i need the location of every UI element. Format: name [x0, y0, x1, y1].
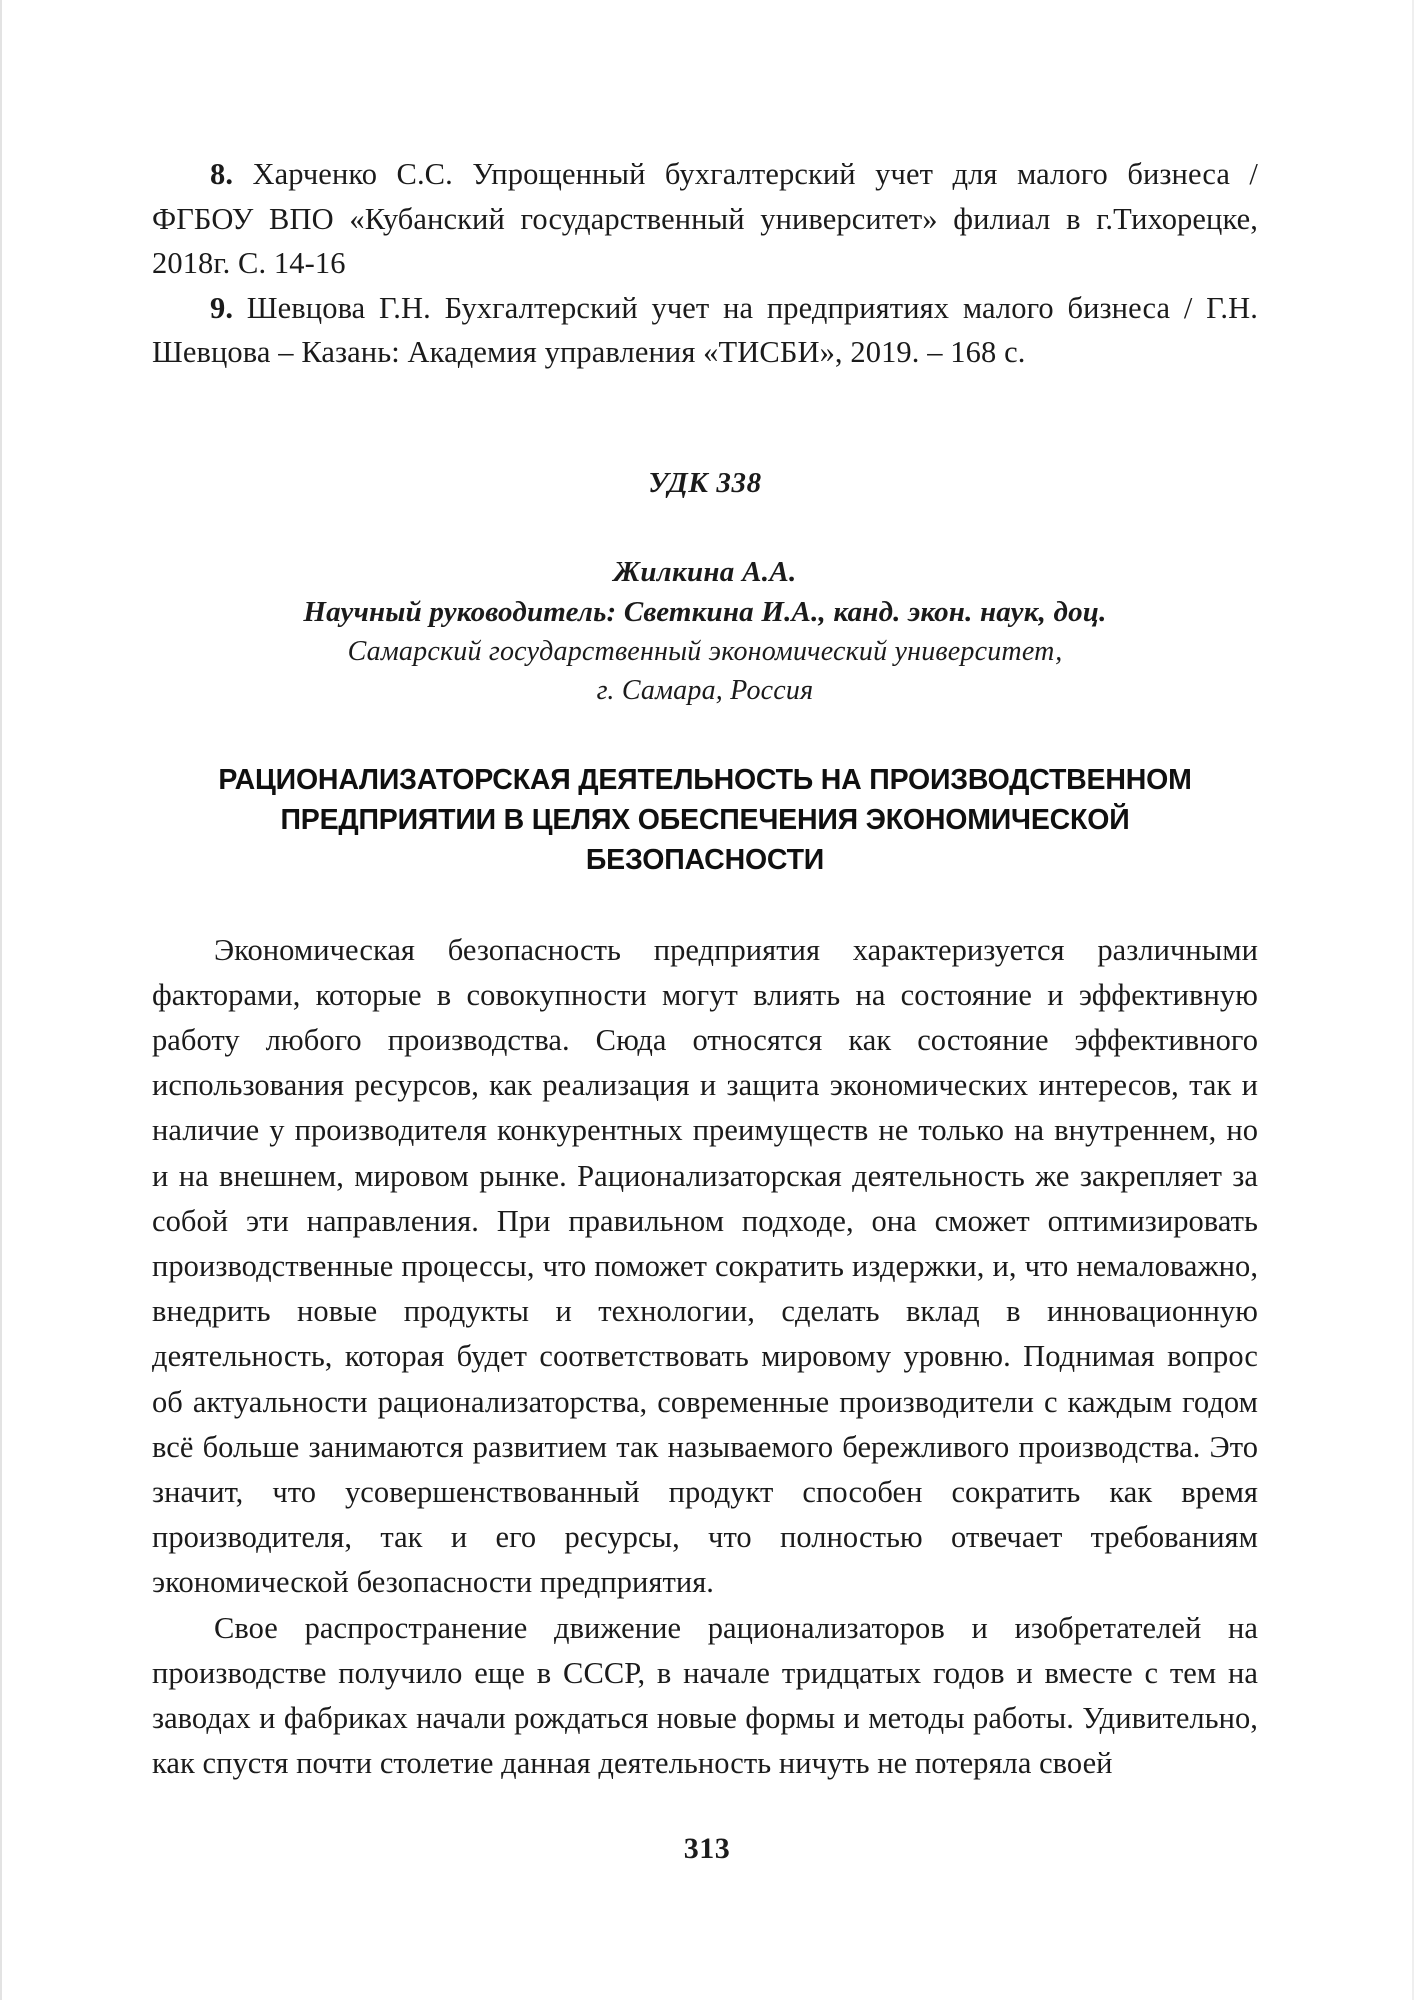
- author-name: Жилкина А.А.: [613, 555, 797, 588]
- page-content-column: [152, 0, 1258, 1786]
- reference-text: Харченко С.С. Упрощенный бухгалтерский учет для малого бизнеса / ФГБОУ ВПО «Кубанский государственный университет» филиал в г.Тихорецке, 2018г. С. 14-16: [152, 157, 1258, 280]
- reference-number: 9.: [210, 290, 234, 325]
- supervisor-line: Научный руководитель: Светкина И.А., канд. экон. наук, доц.: [303, 595, 1107, 628]
- body-paragraph-2: Свое распространение движение рационализаторов и изобретателей на производстве получило еще в СССР, в начале тридцатых годов и вместе с тем на заводах и фабриках начали рождаться новые формы и методы работы. Удивительно, как спустя почти столетие данная деятельность ничуть не потеряла своей: [152, 1610, 1258, 1781]
- reference-text: Шевцова Г.Н. Бухгалтерский учет на предприятиях малого бизнеса / Г.Н. Шевцова – Казань: Академия управления «ТИСБИ», 2019. – 168 с.: [152, 290, 1259, 369]
- author-block: [152, 552, 1258, 710]
- reference-number: 8.: [210, 157, 234, 191]
- reference-item-8: [152, 152, 1258, 286]
- body-paragraph-1: Экономическая безопасность предприятия характеризуется различными факторами, которые в совокупности могут влиять на состояние и эффективную работу любого производства. Сюда относятся как состояние эффективного использования ресурсов, как реализация и защита экономических интересов, так и наличие у производителя конкурентных преимуществ не только на внутреннем, но и на внешнем, мировом рынке. Рационализаторская деятельность же закрепляет за собой эти направления. При правильном подходе, она сможет оптимизировать производственные процессы, что поможет сократить издержки, и, что немаловажно, внедрить новые продукты и технологии, сделать вклад в инновационную деятельность, которая будет соответствовать мировому уровню. Поднимая вопрос об актуальности рационализаторства, современные производители с каждым годом всё больше занимаются развитием так называемого бережливого производства. Это значит, что усовершенствованный продукт способен сократить как время производителя, так и его ресурсы, что полностью отвечает требованиям экономической безопасности предприятия.: [152, 932, 1258, 1600]
- references-list: [152, 152, 1258, 375]
- page-number: 313: [683, 1832, 731, 1865]
- udk-code: УДК 338: [648, 466, 762, 499]
- affiliation-line: Самарский государственный экономический университет,: [347, 635, 1063, 667]
- reference-item-9: [152, 286, 1258, 375]
- city-country-line: г. Самара, Россия: [596, 674, 814, 706]
- article-body: [152, 928, 1258, 1787]
- article-title: РАЦИОНАЛИЗАТОРСКАЯ ДЕЯТЕЛЬНОСТЬ НА ПРОИЗВОДСТВЕННОМ ПРЕДПРИЯТИИ В ЦЕЛЯХ ОБЕСПЕЧЕНИЯ ЭКОНОМИЧЕСКОЙ БЕЗОПАСНОСТИ: [218, 763, 1192, 876]
